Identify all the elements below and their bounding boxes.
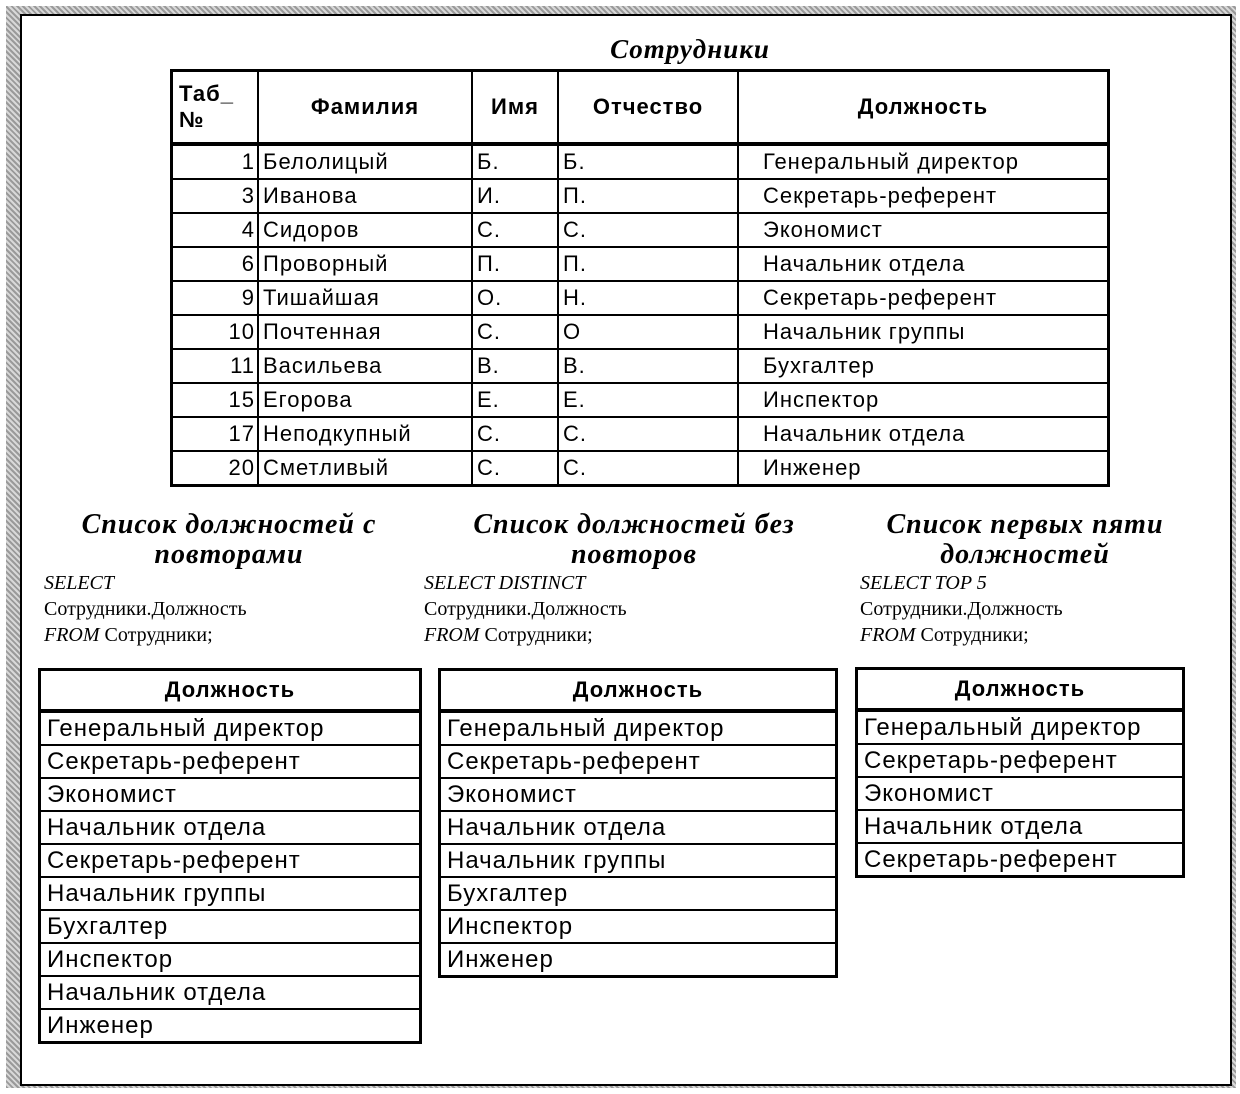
employee-tab-number: 4 <box>172 213 259 247</box>
query-title-line1: Список должностей с <box>81 509 377 540</box>
result-row <box>40 711 421 745</box>
result-table-distinct <box>438 668 838 978</box>
result-position: Секретарь-референт <box>40 844 421 877</box>
employee-patronymic: Е. <box>558 383 738 417</box>
result-header: Должность <box>40 670 421 712</box>
employee-row <box>172 247 1109 281</box>
employee-patronymic: О <box>558 315 738 349</box>
query-block-distinct <box>424 510 844 648</box>
employee-patronymic: П. <box>558 179 738 213</box>
result-row <box>40 778 421 811</box>
employee-surname: Васильева <box>258 349 472 383</box>
employee-row <box>172 144 1109 179</box>
result-position: Инспектор <box>440 910 837 943</box>
employee-name: С. <box>472 451 558 486</box>
employee-row <box>172 213 1109 247</box>
sql-from-keyword: FROM <box>424 624 480 646</box>
employee-surname: Сидоров <box>258 213 472 247</box>
employee-position: Начальник группы <box>738 315 1109 349</box>
employees-table-body <box>172 144 1109 486</box>
result-row <box>440 910 837 943</box>
result-position: Генеральный директор <box>40 711 421 745</box>
header-name: Имя <box>472 71 558 145</box>
result-row <box>440 711 837 745</box>
result-row <box>40 811 421 844</box>
result-row <box>857 744 1184 777</box>
header-position: Должность <box>738 71 1109 145</box>
employee-row <box>172 179 1109 213</box>
sql-table-name: Сотрудники; <box>920 624 1029 646</box>
employee-position: Начальник отдела <box>738 417 1109 451</box>
employee-patronymic: С. <box>558 417 738 451</box>
sql-select-line: SELECT DISTINCT <box>424 572 586 594</box>
result-table-with-duplicates <box>38 668 422 1044</box>
employees-header-row <box>172 71 1109 145</box>
result-position: Генеральный директор <box>857 710 1184 744</box>
employees-table <box>170 69 1110 487</box>
sql-from-line <box>424 622 844 648</box>
result-row <box>440 877 837 910</box>
employee-name: С. <box>472 213 558 247</box>
result-position: Экономист <box>40 778 421 811</box>
employee-position: Начальник отдела <box>738 247 1109 281</box>
result-table-top5 <box>855 667 1185 878</box>
result-position: Генеральный директор <box>440 711 837 745</box>
employee-tab-number: 9 <box>172 281 259 315</box>
result-position: Экономист <box>440 778 837 811</box>
header-tab-line2: № <box>179 107 205 132</box>
sql-table-name: Сотрудники; <box>104 624 213 646</box>
employee-tab-number: 11 <box>172 349 259 383</box>
result-header: Должность <box>440 670 837 712</box>
sql-from-keyword: FROM <box>44 624 100 646</box>
query-title <box>424 510 844 570</box>
query-block-with-duplicates <box>44 510 414 648</box>
result-position: Инженер <box>40 1009 421 1043</box>
employee-surname: Белолицый <box>258 144 472 179</box>
sql-field-line: Сотрудники.Должность <box>860 598 1063 620</box>
employee-tab-number: 20 <box>172 451 259 486</box>
result-row <box>440 778 837 811</box>
employee-tab-number: 6 <box>172 247 259 281</box>
result-position: Секретарь-референт <box>857 744 1184 777</box>
query-title-line2: должностей <box>940 539 1110 570</box>
result-position: Бухгалтер <box>40 910 421 943</box>
sql-from-line <box>860 622 1190 648</box>
employee-name: И. <box>472 179 558 213</box>
result-row <box>857 710 1184 744</box>
employee-position: Бухгалтер <box>738 349 1109 383</box>
result-row <box>857 777 1184 810</box>
header-tab-number <box>172 71 259 145</box>
employee-name: Е. <box>472 383 558 417</box>
employee-name: Б. <box>472 144 558 179</box>
result-position: Инженер <box>440 943 837 977</box>
sql-select-line: SELECT TOP 5 <box>860 572 987 594</box>
query-title-line1: Список первых пяти <box>886 509 1164 540</box>
employee-surname: Тишайшая <box>258 281 472 315</box>
sql-statement <box>44 570 414 648</box>
result-row <box>40 844 421 877</box>
sql-table-name: Сотрудники; <box>484 624 593 646</box>
result-row <box>440 943 837 977</box>
result-position: Начальник отдела <box>40 976 421 1009</box>
employee-row <box>172 315 1109 349</box>
employee-surname: Почтенная <box>258 315 472 349</box>
result-row <box>40 877 421 910</box>
result-position: Начальник группы <box>440 844 837 877</box>
employee-name: О. <box>472 281 558 315</box>
employee-position: Секретарь-референт <box>738 281 1109 315</box>
employee-patronymic: Н. <box>558 281 738 315</box>
sql-from-line <box>44 622 414 648</box>
employee-tab-number: 17 <box>172 417 259 451</box>
query-block-top5 <box>860 510 1190 648</box>
result-position: Начальник группы <box>40 877 421 910</box>
query-title <box>860 510 1190 570</box>
result-row <box>40 1009 421 1043</box>
query-title-line1: Список должностей без <box>473 509 795 540</box>
result-row <box>857 843 1184 877</box>
employees-table-title: Сотрудники <box>610 34 770 64</box>
result-row <box>440 745 837 778</box>
employee-name: В. <box>472 349 558 383</box>
result-row <box>40 976 421 1009</box>
result-position: Секретарь-референт <box>40 745 421 778</box>
employee-surname: Проворный <box>258 247 472 281</box>
result-row <box>40 745 421 778</box>
employee-row <box>172 281 1109 315</box>
employee-row <box>172 417 1109 451</box>
employee-name: С. <box>472 315 558 349</box>
query-title <box>44 510 414 570</box>
employee-name: С. <box>472 417 558 451</box>
result-row <box>857 810 1184 843</box>
result-position: Начальник отдела <box>440 811 837 844</box>
result-position: Секретарь-референт <box>440 745 837 778</box>
employee-tab-number: 10 <box>172 315 259 349</box>
result-position: Инспектор <box>40 943 421 976</box>
result-row <box>440 811 837 844</box>
employee-patronymic: П. <box>558 247 738 281</box>
result-position: Экономист <box>857 777 1184 810</box>
employee-name: П. <box>472 247 558 281</box>
result-row <box>40 910 421 943</box>
employee-surname: Сметливый <box>258 451 472 486</box>
employee-surname: Неподкупный <box>258 417 472 451</box>
employee-position: Секретарь-референт <box>738 179 1109 213</box>
employee-surname: Иванова <box>258 179 472 213</box>
employee-position: Инспектор <box>738 383 1109 417</box>
employee-tab-number: 3 <box>172 179 259 213</box>
employee-tab-number: 15 <box>172 383 259 417</box>
employee-position: Инженер <box>738 451 1109 486</box>
result-position: Бухгалтер <box>440 877 837 910</box>
sql-statement <box>424 570 844 648</box>
employee-row <box>172 383 1109 417</box>
query-title-line2: повторов <box>570 539 697 570</box>
employee-position: Генеральный директор <box>738 144 1109 179</box>
employee-position: Экономист <box>738 213 1109 247</box>
header-surname: Фамилия <box>258 71 472 145</box>
sql-select-line: SELECT <box>44 572 115 594</box>
result-row <box>40 943 421 976</box>
sql-from-keyword: FROM <box>860 624 916 646</box>
employee-patronymic: В. <box>558 349 738 383</box>
sql-field-line: Сотрудники.Должность <box>44 598 247 620</box>
sql-statement <box>860 570 1190 648</box>
employee-row <box>172 451 1109 486</box>
header-patronymic: Отчество <box>558 71 738 145</box>
employee-patronymic: С. <box>558 213 738 247</box>
employee-patronymic: С. <box>558 451 738 486</box>
result-header: Должность <box>857 669 1184 711</box>
header-tab-line1: Таб_ <box>179 81 234 106</box>
employee-surname: Егорова <box>258 383 472 417</box>
result-position: Секретарь-референт <box>857 843 1184 877</box>
sql-field-line: Сотрудники.Должность <box>424 598 627 620</box>
employee-patronymic: Б. <box>558 144 738 179</box>
query-title-line2: повторами <box>154 539 304 570</box>
result-position: Начальник отдела <box>857 810 1184 843</box>
employee-row <box>172 349 1109 383</box>
employee-tab-number: 1 <box>172 144 259 179</box>
result-row <box>440 844 837 877</box>
result-position: Начальник отдела <box>40 811 421 844</box>
